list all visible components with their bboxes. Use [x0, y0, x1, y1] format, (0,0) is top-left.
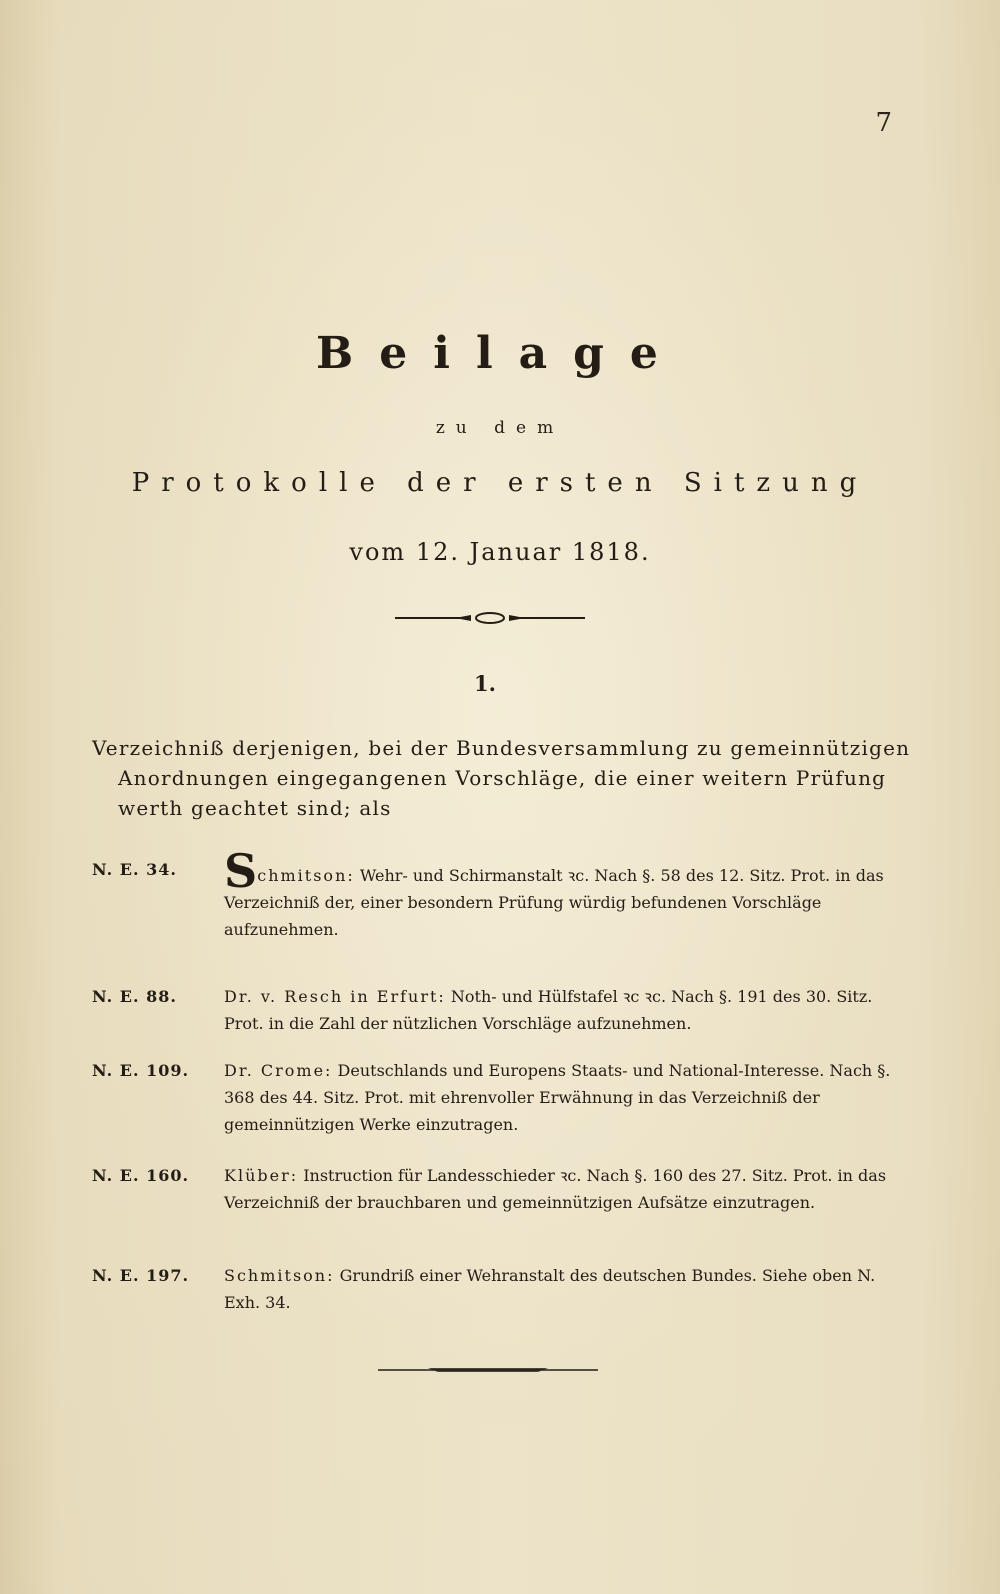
- page-title: Beilage: [316, 328, 684, 379]
- list-item: [92, 844, 892, 943]
- entry-number: N. E. 197.: [92, 1266, 190, 1285]
- subtitle-line-2: Protokolle der ersten Sitzung: [131, 468, 869, 498]
- entry-text: Grundriß einer Wehranstalt des deutschen Bundes. Siehe oben N. Exh. 34.: [224, 1266, 876, 1312]
- date-line: vom 12. Januar 1818.: [349, 538, 651, 566]
- list-item: [92, 983, 892, 1037]
- drop-cap: S: [224, 844, 258, 898]
- entry-author: Schmitson:: [224, 1266, 335, 1285]
- intro-paragraph: Verzeichniß derjenigen, bei der Bundesversammlung zu gemeinnützigen Anordnungen eingegangenen Vorschläge, die einer weitern Prüfung werth geachtet sind; als: [92, 736, 911, 820]
- section-number: 1.: [474, 671, 496, 696]
- list-item: [92, 1262, 892, 1316]
- entry-author: Klüber:: [224, 1166, 299, 1185]
- entry-text: Instruction für Landesschieder ꝛc. Nach §. 160 des 27. Sitz. Prot. in das Verzeichniß der brauchbaren und gemeinnützigen Aufsätze einzutragen.: [224, 1166, 887, 1212]
- entry-number: N. E. 34.: [92, 860, 177, 879]
- page-number: 7: [875, 108, 892, 138]
- list-item: [92, 1057, 892, 1138]
- subtitle-line-1: zu dem: [435, 418, 565, 438]
- entry-author: Dr. v. Resch in Erfurt:: [224, 987, 446, 1006]
- entry-text: Noth- und Hülfstafel ꝛc ꝛc. Nach §. 191 des 30. Sitz. Prot. in die Zahl der nützlichen Vorschläge aufzunehmen.: [224, 987, 873, 1033]
- entry-author: chmitson:: [257, 866, 355, 885]
- entry-author: Dr. Crome:: [224, 1061, 333, 1080]
- entry-number: N. E. 88.: [92, 987, 177, 1006]
- entry-text: Deutschlands und Europens Staats- und National-Interesse. Nach §. 368 des 44. Sitz. Prot. mit ehrenvoller Erwähnung in das Verzeichniß der gemeinnützigen Werke einzutragen.: [224, 1061, 891, 1134]
- entry-number: N. E. 109.: [92, 1061, 190, 1080]
- closing-rule: [378, 1364, 598, 1376]
- title-ornament: [395, 608, 585, 628]
- list-item: [92, 1162, 892, 1216]
- entry-number: N. E. 160.: [92, 1166, 190, 1185]
- entry-text: Wehr- und Schirmanstalt ꝛc. Nach §. 58 des 12. Sitz. Prot. in das Verzeichniß der, einer besondern Prüfung würdig befundenen Vorschläge aufzunehmen.: [224, 866, 884, 939]
